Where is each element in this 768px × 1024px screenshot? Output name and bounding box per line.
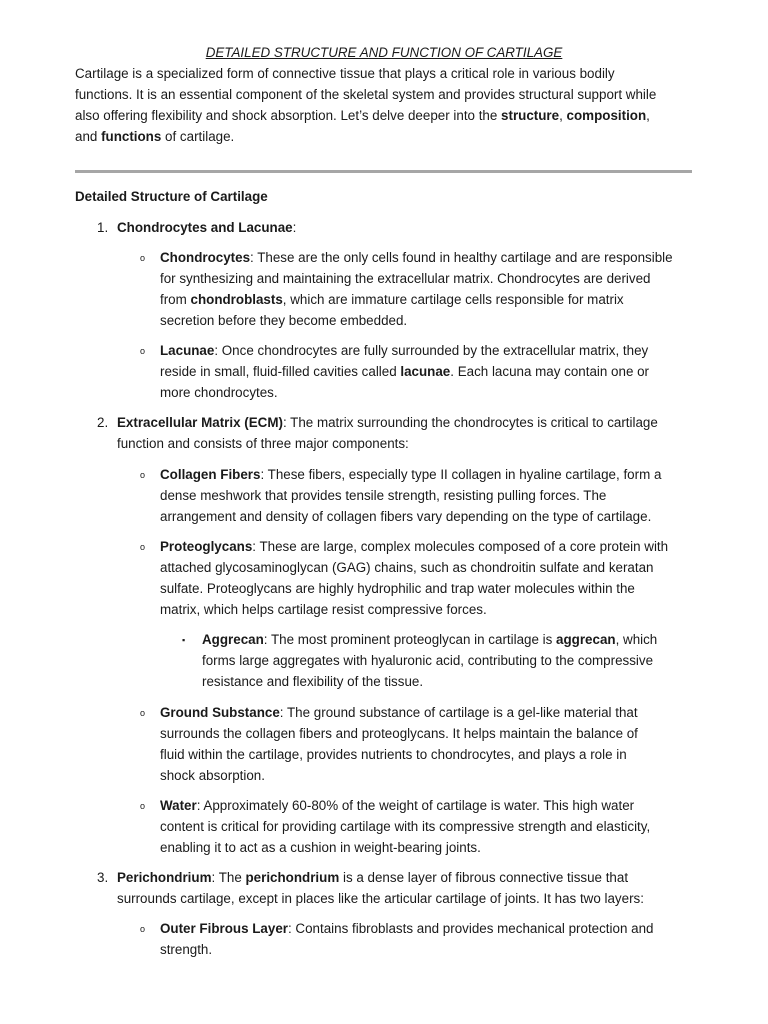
bullet-marker: o <box>140 253 146 263</box>
bullet-marker: o <box>140 470 146 480</box>
term: Outer Fibrous Layer <box>160 921 288 936</box>
list-item-heading: Chondrocytes and Lacunae: <box>117 220 297 235</box>
horizontal-rule <box>75 170 692 173</box>
intro-line: also offering flexibility and shock absorption. Let’s delve deeper into the structure, composition, <box>75 108 650 123</box>
term: Proteoglycans <box>160 539 253 554</box>
bullet-marker: o <box>140 708 146 718</box>
intro-line: Cartilage is a specialized form of connective tissue that plays a critical role in various bodily <box>75 66 615 81</box>
term: Ground Substance <box>160 705 280 720</box>
list-item-text: surrounds cartilage, except in places like the articular cartilage of joints. It has two layers: <box>117 891 644 906</box>
term: Aggrecan <box>202 632 264 647</box>
term: Lacunae <box>160 343 215 358</box>
list-number: 3. <box>97 870 109 885</box>
term: Water <box>160 798 197 813</box>
document-title: DETAILED STRUCTURE AND FUNCTION OF CARTILAGE <box>205 45 563 60</box>
list-number: 1. <box>97 220 109 235</box>
list-item-text: function and consists of three major components: <box>117 436 409 451</box>
section-heading: Detailed Structure of Cartilage <box>75 189 268 204</box>
term: Chondrocytes <box>160 250 251 265</box>
intro-line: functions. It is an essential component of the skeletal system and provides structural support while <box>75 87 657 102</box>
bullet-marker: o <box>140 346 146 356</box>
list-item-heading: Extracellular Matrix (ECM): The matrix surrounding the chondrocytes is critical to cartilage <box>117 415 658 430</box>
intro-line: and functions of cartilage. <box>75 129 235 144</box>
bullet-marker: o <box>140 801 146 811</box>
sub-bullet-marker: ▪ <box>182 635 186 645</box>
document-page: DETAILED STRUCTURE AND FUNCTION OF CARTILAGE Cartilage is a specialized form of connective tissue that plays a critical role in various bodily functions. It is an essential component of the skeletal system and provides structural support while also offering flexibility and shock absorption. Let’s delve deeper into the structure, composition, and functions of cartilage. Detailed Structure of Cartilage 1. Chondrocytes and Lacunae: o Chondrocytes: These are the only cells found in healthy cartilage and are responsible for synthesizing and maintaining the extracellular matrix. Chondrocytes are derived from chondroblasts, which are immature cartilage cells responsible for matrix secretion before they become embedded. o Lacunae: Once chondrocytes are fully surrounded by the extracellular matrix, they reside in small, fluid-filled cavities called lacunae. Each lacuna may contain one or more chondrocytes. 2. Extracellular Matrix (ECM): The matrix surrounding the chondrocytes is critical to cartilage function and consists of three major components: o Collagen Fibers: These fibers, especially type II collagen in hyaline cartilage, form a dense meshwork that provides tensile strength, resisting pulling forces. The arrangement and density of collagen fibers vary depending on the type of cartilage. o Proteoglycans: These are large, complex molecules composed of a core protein with attached glycosaminoglycan (GAG) chains, such as chondroitin sulfate and keratan sulfate. Proteoglycans are highly hydrophilic and trap water molecules within the matrix, which helps cartilage resist compressive forces. ▪ Aggrecan: The most prominent proteoglycan in cartilage is aggrecan, which forms large aggregates with hyaluronic acid, contributing to the compressive resistance and flexibility of the tissue. o Ground Substance: The ground substance of cartilage is a gel-like material that surrounds the collagen fibers and proteoglycans. It helps maintain the balance of fluid within the cartilage, provides nutrients to chondrocytes, and plays a role in shock absorption. o Water: Approximately 60-80% of the weight of cartilage is water. This high water content is critical for providing cartilage with its compressive strength and elasticity, enabling it to act as a cushion in weight-bearing joints. 3. Perichondrium: The perichondrium is a dense layer of fibrous connective tissue that surrounds cartilage, except in places like the articular cartilage of joints. It has two layers: o Outer Fibrous Layer: Contains fibroblasts and provides mechanical protection and strength. <box>0 0 768 1024</box>
list-number: 2. <box>97 415 109 430</box>
bullet-marker: o <box>140 542 146 552</box>
bullet-marker: o <box>140 924 146 934</box>
list-item-heading: Perichondrium: The perichondrium is a dense layer of fibrous connective tissue that <box>117 870 629 885</box>
term: Collagen Fibers <box>160 467 261 482</box>
